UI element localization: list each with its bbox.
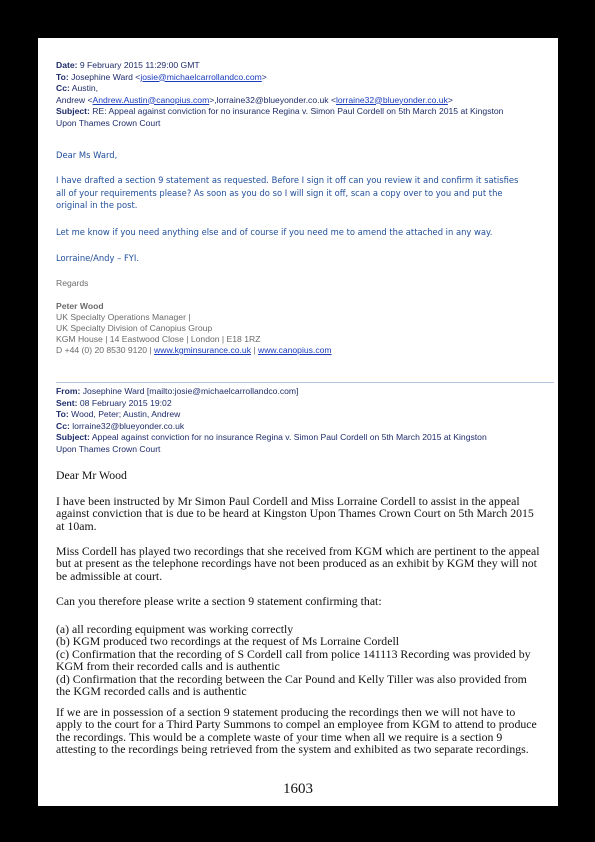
signature-address: KGM House | 14 Eastwood Close | London | E18 1RZ (56, 334, 261, 344)
reply-date: 9 February 2015 11:29:00 GMT (79, 60, 200, 70)
reply-date-line: Date: 9 February 2015 11:29:00 GMT (56, 60, 200, 70)
document-page (38, 38, 558, 806)
reply-to-email-link[interactable]: josie@michaelcarrollandco.com (140, 71, 262, 82)
original-sent-line: Sent: 08 February 2015 19:02 (56, 397, 172, 408)
original-subject-line: Subject: Appeal against conviction for no insurance Regina v. Simon Paul Cordell on 5th March 2015 at Kingston (56, 432, 487, 442)
original-to-line: To: Wood, Peter; Austin, Andrew (56, 409, 181, 419)
reply-greeting: Dear Ms Ward, (56, 150, 118, 160)
reply-to-line: To: Josephine Ward <josie@michaelcarrollandco.com> (56, 71, 267, 82)
reply-paragraph-3: Lorraine/Andy – FYI. (56, 253, 140, 263)
cc-email-link-1[interactable]: Andrew.Austin@canopius.com (92, 94, 210, 105)
reply-paragraph-1: I have drafted a section 9 statement as requested. Before I sign it off can you review it and confirm it satisfies all of your requirements please? As soon as you do so I will sign it off, scan a copy over to you and put the original in the post. (56, 175, 519, 211)
list-item: (b) KGM produced two recordings at the request of Ms Lorraine Cordell (56, 634, 399, 649)
signature-division: UK Specialty Division of Canopius Group (56, 323, 213, 333)
letter-paragraph-3: Can you therefore please write a section 9 statement confirming that: (56, 594, 382, 608)
signature-name: Peter Wood (56, 301, 104, 311)
reply-paragraph-2: Let me know if you need anything else and of course if you need me to amend the attached in any way. (56, 227, 493, 237)
page-number: 1603 (283, 781, 313, 797)
list-item: the KGM recorded calls and is authentic (56, 684, 247, 699)
reply-subject-line-2: Upon Thames Crown Court (56, 117, 161, 128)
reply-header (56, 60, 552, 129)
original-subject-line-2: Upon Thames Crown Court (56, 443, 161, 454)
message-divider (56, 382, 554, 383)
reply-cc-line: Cc: Austin, (56, 83, 99, 93)
signature-title: UK Specialty Operations Manager | (56, 312, 191, 322)
reply-subject-line: Subject: RE: Appeal against conviction for no insurance Regina v. Simon Paul Cordell on 5th March 2015 at Kingston (56, 106, 504, 116)
letter-paragraph-2: Miss Cordell has played two recordings that she received from KGM which are pertinent to the appeal but at present as the telephone recordings have not been produced as an exhibit by KGM they will not be admissible at court. (56, 544, 540, 583)
list-item: (a) all recording equipment was working correctly (56, 622, 294, 636)
reply-regards: Regards (56, 278, 89, 288)
signature-contact: D +44 (0) 20 8530 9120 | www.kgminsurance.co.uk | www.canopius.com (56, 345, 332, 355)
original-from-line: From: Josephine Ward [mailto:josie@michaelcarrollandco.com] (56, 386, 299, 396)
list-item: (c) Confirmation that the recording of S Cordell call from police 141113 Recording was provided by (56, 646, 531, 661)
original-cc-line: Cc: lorraine32@blueyonder.co.uk (56, 420, 185, 431)
canopius-website-link[interactable]: www.canopius.com (258, 345, 332, 355)
letter-greeting: Dear Mr Wood (56, 468, 127, 482)
reply-cc-line-2: Andrew <Andrew.Austin@canopius.com>,lorraine32@blueyonder.co.uk <lorraine32@blueyonder.co.uk> (56, 94, 453, 105)
list-item: (d) Confirmation that the recording between the Car Pound and Kelly Tiller was also provided from (56, 671, 527, 686)
letter-requirements-list (56, 623, 556, 697)
list-item: KGM from their recorded calls and is authentic (56, 659, 280, 674)
kgm-website-link[interactable]: www.kgminsurance.co.uk (154, 345, 251, 355)
letter-paragraph-1: I have been instructed by Mr Simon Paul Cordell and Miss Lorraine Cordell to assist in the appeal against conviction that is due to be heard at Kingston Upon Thames Crown Court on 5th March 2015 at 10am. (56, 494, 534, 533)
cc-email-link-2[interactable]: lorraine32@blueyonder.co.uk (335, 94, 448, 105)
letter-paragraph-4: If we are in possession of a section 9 statement producing the recordings then we will not have to apply to the court for a Third Party Summons to compel an employee from KGM to attend to produce the recordings. This would be a complete waste of your time when all we require is a section 9 attesting to the recordings being retrieved from the system and exhibited as two separate recordings. (56, 705, 537, 757)
signature-block (56, 301, 552, 356)
original-header (56, 386, 552, 455)
